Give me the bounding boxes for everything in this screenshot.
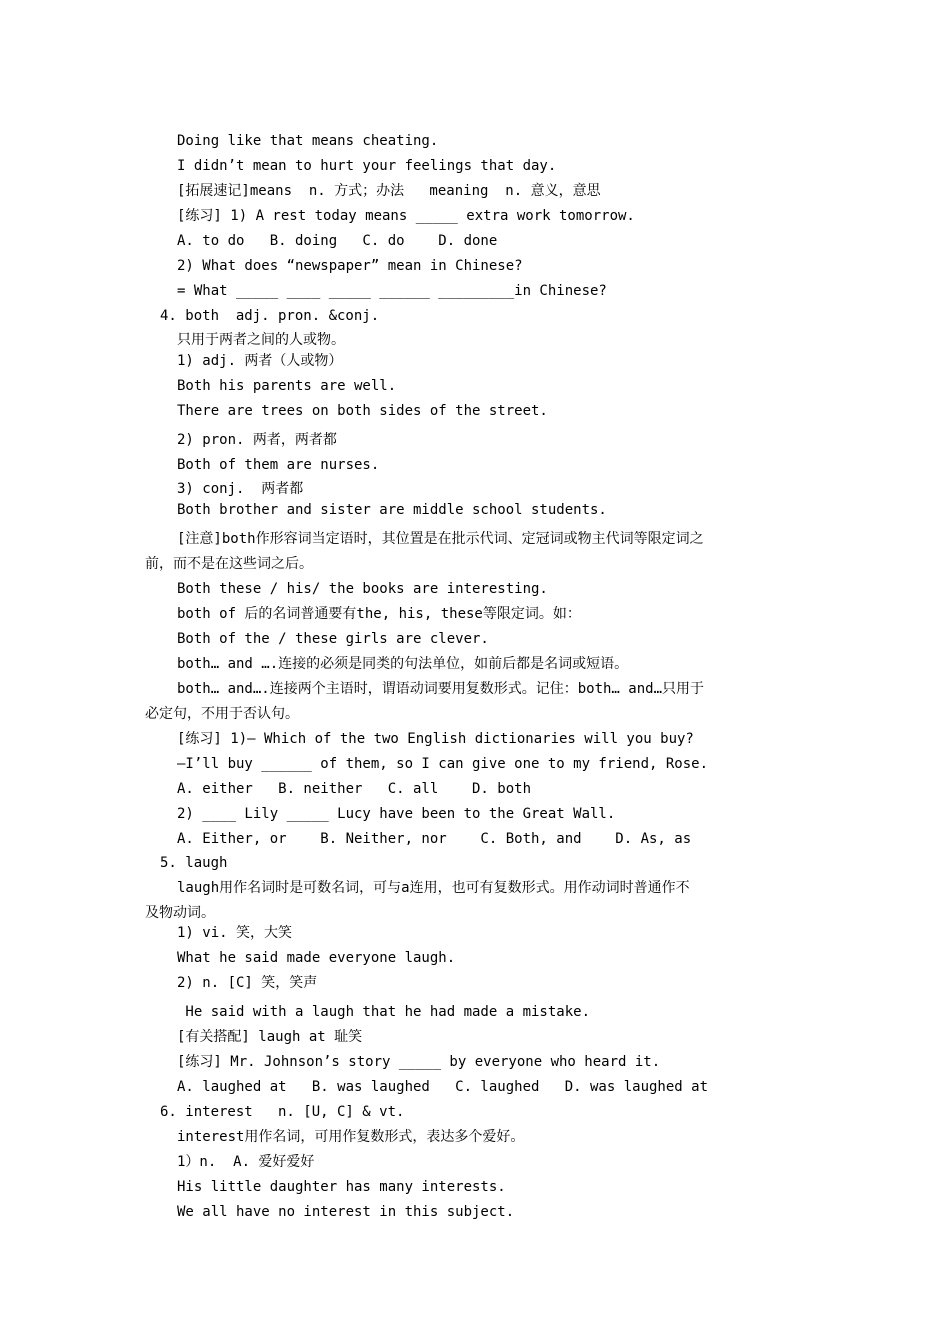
text-line: 3) conj. 两者都 [177,481,304,497]
text-line: = What _____ ____ _____ ______ _________in Chinese? [177,283,607,299]
text-line: He said with a laugh that he had made a mistake. [177,1004,591,1020]
text-line: Doing like that means cheating. [177,133,439,149]
text-line: 只用于两者之间的人或物。 [177,332,345,348]
text-line: 2) What does “newspaper” mean in Chinese? [177,258,523,274]
text-line: 1) vi. 笑，大笑 [177,925,293,941]
text-line: [练习] Mr. Johnson’s story _____ by everyone who heard it. [177,1054,661,1070]
section-heading: 5. laugh [160,855,228,871]
section-heading: 4. both adj. pron. &conj. [160,308,380,324]
section-heading: 6. interest n. [U, C] & vt. [160,1104,405,1120]
text-line: Both brother and sister are middle school students. [177,502,607,518]
text-line: interest用作名词，可用作复数形式，表达多个爱好。 [177,1129,525,1145]
text-line: A. Either, or B. Neither, nor C. Both, and D. As, as [177,831,692,847]
text-line: There are trees on both sides of the street. [177,403,548,419]
text-line: 2) pron. 两者，两者都 [177,432,337,448]
text-line: Both of the / these girls are clever. [177,631,489,647]
text-line: Both these / his/ the books are interesting. [177,581,548,597]
text-line: [有关搭配] laugh at 耻笑 [177,1029,363,1045]
text-line: 2) n. [C] 笑，笑声 [177,975,318,991]
text-line: A. to do B. doing C. do D. done [177,233,498,249]
text-line: What he said made everyone laugh. [177,950,456,966]
text-line: [练习] 1) A rest today means _____ extra work tomorrow. [177,208,635,224]
text-line: both… and ….连接的必须是同类的句法单位，如前后都是名词或短语。 [177,656,629,672]
text-line: [注意]both作形容词当定语时，其位置是在批示代词、定冠词或物主代词等限定词之 [177,531,704,547]
text-line: 1）n. A. 爱好爱好 [177,1154,315,1170]
text-line: both… and….连接两个主语时，谓语动词要用复数形式。记住：both… and…只用于 [177,681,705,697]
text-line: [练习] 1)— Which of the two English dictionaries will you buy? [177,731,694,747]
text-line: 2) ____ Lily _____ Lucy have been to the Great Wall. [177,806,616,822]
text-line: I didn’t mean to hurt your feelings that day. [177,158,557,174]
text-line: A. either B. neither C. all D. both [177,781,532,797]
text-line: Both his parents are well. [177,378,397,394]
text-line: —I’ll buy ______ of them, so I can give one to my friend, Rose. [177,756,709,772]
text-line: 前，而不是在这些词之后。 [145,556,313,572]
text-line: A. laughed at B. was laughed C. laughed D. was laughed at [177,1079,709,1095]
text-line: His little daughter has many interests. [177,1179,506,1195]
text-line: We all have no interest in this subject. [177,1204,515,1220]
text-line: [拓展速记]means n. 方式；办法 meaning n. 意义，意思 [177,183,601,199]
text-line: laugh用作名词时是可数名词，可与a连用，也可有复数形式。用作动词时普通作不 [177,880,690,896]
text-line: both of 后的名词普通要有the, his, these等限定词。如： [177,606,581,622]
text-line: 1) adj. 两者（人或物） [177,353,343,369]
text-line: 及物动词。 [145,905,215,921]
text-line: 必定句，不用于否认句。 [145,706,299,722]
text-line: Both of them are nurses. [177,457,380,473]
